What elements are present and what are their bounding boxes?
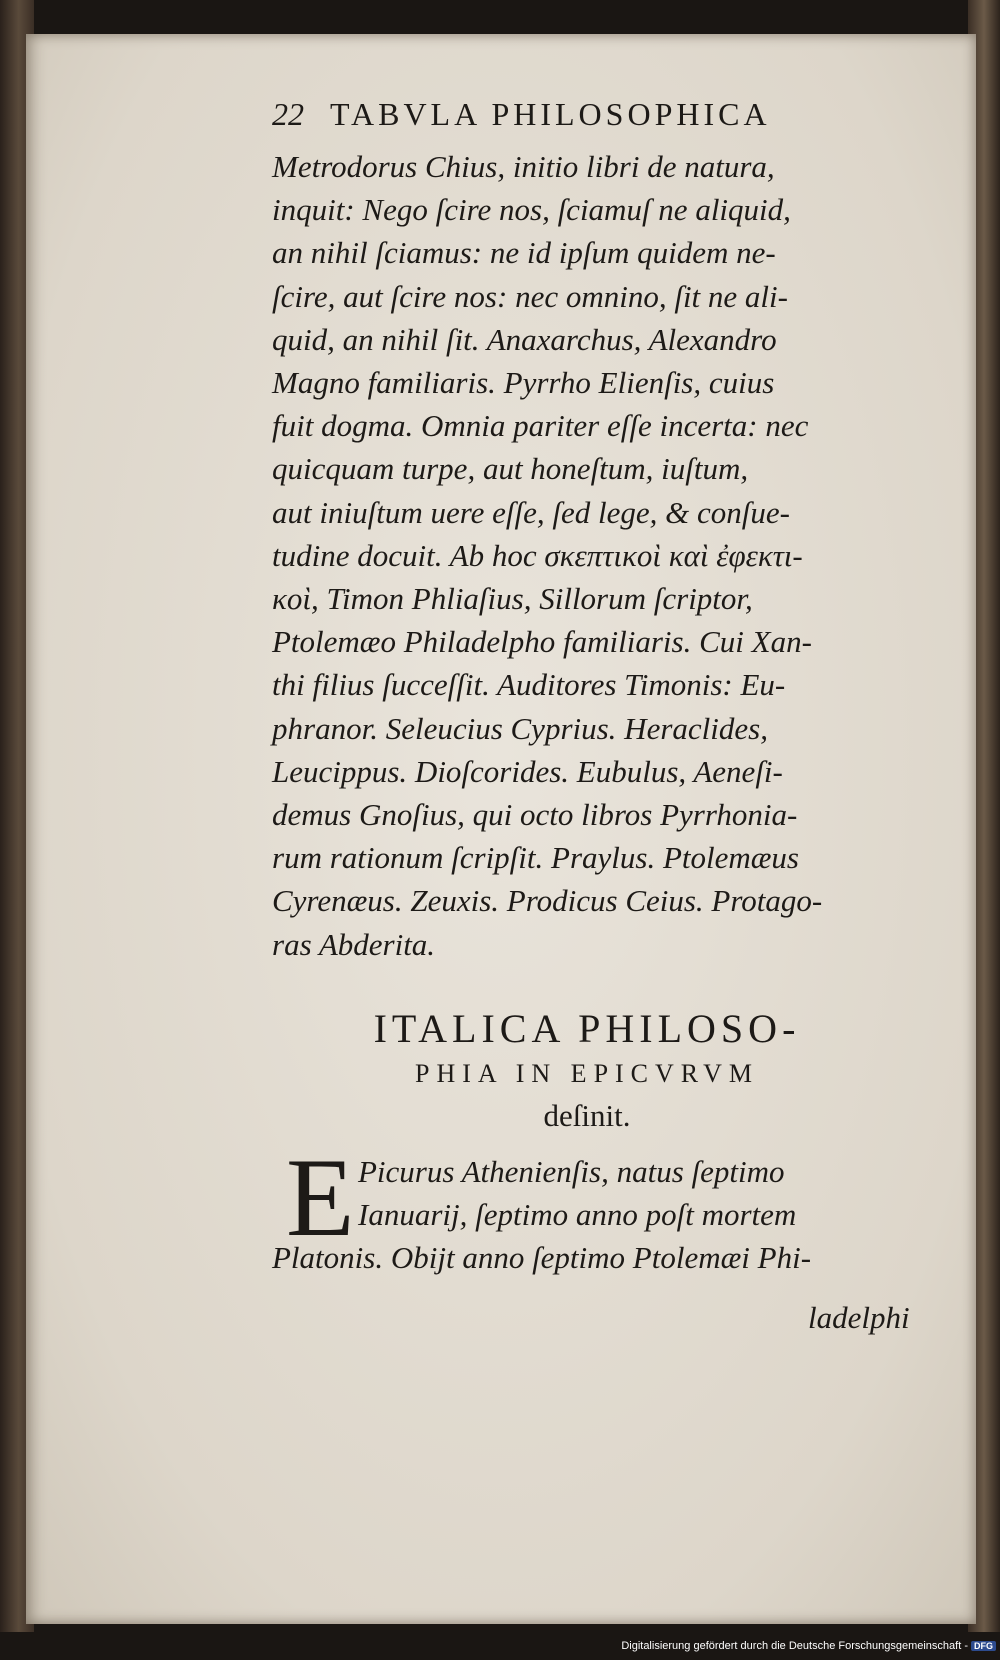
digitization-credit (600, 1640, 1000, 1652)
text-line: aut iniuſtum uere eſſe, ſed lege, & conſue- (272, 494, 790, 530)
text-line: thi filius ſucceſſit. Auditores Timonis: Eu- (272, 667, 786, 703)
text-line: Ptolemæo Philadelpho familiaris. Cui Xan- (272, 624, 812, 660)
text-line: quid, an nihil ſit. Anaxarchus, Alexandro (272, 321, 777, 357)
section-heading-line-2: PHIA IN EPICVRVM (415, 1059, 759, 1088)
text-line: ras Abderita. (272, 926, 436, 962)
text-line: Metrodorus Chius, initio libri de natura, (272, 149, 775, 184)
credit-text: Digitalisierung gefördert durch die Deutsche Forschungsgemeinschaft - (621, 1640, 968, 1652)
section-heading-line-3: deſinit. (543, 1098, 631, 1133)
catchword: ladelphi (808, 1300, 910, 1335)
text-line: Platonis. Obijt anno ſeptimo Ptolemæi Phi- (272, 1240, 812, 1275)
text-line: Cyrenæus. Zeuxis. Prodicus Ceius. Protago- (272, 883, 823, 919)
text-line: inquit: Nego ſcire nos, ſciamuſ ne aliquid, (272, 192, 791, 228)
text-line: Ianuarij, ſeptimo anno poſt mortem (358, 1197, 797, 1232)
text-line: κοὶ, Timon Phliaſius, Sillorum ſcriptor, (272, 581, 753, 617)
running-title: TABVLA PHILOSOPHICA (330, 96, 771, 132)
text-line: phranor. Seleucius Cyprius. Heraclides, (272, 710, 768, 746)
text-line: rum rationum ſcripſit. Praylus. Ptolemæus (272, 840, 799, 876)
page-number: 22 (272, 96, 304, 132)
text-line: ſcire, aut ſcire nos: nec omnino, ſit ne ali- (272, 278, 788, 314)
section-heading (272, 1004, 902, 1138)
text-line: fuit dogma. Omnia pariter eſſe incerta: nec (272, 408, 809, 444)
text-line: demus Gnoſius, qui octo libros Pyrrhonia- (272, 797, 798, 833)
text-line: Magno familiaris. Pyrrho Elienſis, cuius (272, 365, 775, 401)
section-heading-line-1: ITALICA PHILOSO- (373, 1006, 801, 1051)
text-line: quicquam turpe, aut honeſtum, iuſtum, (272, 451, 749, 487)
epicurus-paragraph (272, 1136, 902, 1279)
text-line: an nihil ſciamus: ne id ipſum quidem ne- (272, 235, 776, 271)
drop-cap-initial: E (286, 1136, 355, 1260)
text-line: tudine docuit. Ab hoc σκεπτικοὶ καὶ ἐφεκτι- (272, 537, 803, 573)
text-line: Leucippus. Dioſcorides. Eubulus, Aeneſi- (272, 753, 783, 789)
dfg-logo: DFG (971, 1641, 996, 1651)
body-text (272, 145, 902, 966)
text-line: Picurus Athenienſis, natus ſeptimo (358, 1154, 785, 1189)
running-header (272, 96, 892, 133)
